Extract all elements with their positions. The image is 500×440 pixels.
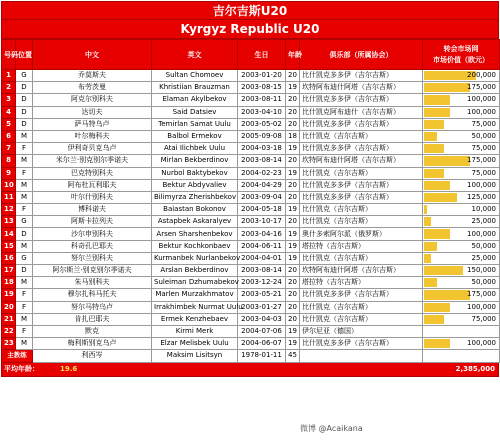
player-value [423, 313, 500, 325]
player-age: 20 [286, 191, 300, 203]
player-club: 比什凯克多多伊（吉尔吉斯） [300, 289, 423, 301]
player-value-text: 50,000 [471, 241, 496, 250]
player-club: 比什凯克多多伊（吉尔吉斯） [300, 179, 423, 191]
player-pos: M [16, 313, 33, 325]
player-value [423, 204, 500, 216]
player-pos: F [16, 204, 33, 216]
player-birth: 2003-05-21 [238, 289, 286, 301]
player-value-text: 75,000 [471, 119, 496, 128]
player-row [2, 277, 500, 289]
header-value-bottom: 市场价值（欧元） [433, 56, 489, 64]
player-pos: M [16, 277, 33, 289]
player-birth: 2005-09-08 [238, 130, 286, 142]
player-row [2, 118, 500, 130]
coach-club [300, 350, 423, 362]
player-cn: 穆尔扎科马托夫 [33, 289, 152, 301]
player-value-text: 75,000 [471, 314, 496, 323]
title-en: Kyrgyz Republic U20 [1, 20, 499, 39]
player-pos: G [16, 252, 33, 264]
player-age: 20 [286, 216, 300, 228]
player-cn: 努尔兰别科夫 [33, 252, 152, 264]
player-value [423, 216, 500, 228]
player-num: 14 [2, 228, 16, 240]
player-value [423, 155, 500, 167]
player-row [2, 240, 500, 252]
player-num: 2 [2, 82, 16, 94]
player-birth: 2003-01-20 [238, 70, 286, 82]
player-value [423, 252, 500, 264]
player-cn: 科奇孔巴耶夫 [33, 240, 152, 252]
player-num: 5 [2, 118, 16, 130]
player-birth: 2004-05-18 [238, 204, 286, 216]
avg-age-value: 19.6 [60, 364, 78, 373]
player-age: 20 [286, 289, 300, 301]
value-bar [424, 339, 450, 348]
player-value-text: 175,000 [467, 156, 496, 165]
player-value [423, 82, 500, 94]
player-value-text: 125,000 [467, 192, 496, 201]
player-age: 19 [286, 240, 300, 252]
player-row [2, 265, 500, 277]
player-row [2, 130, 500, 142]
player-club: 比什凯克（吉尔吉斯） [300, 301, 423, 313]
player-value-text: 175,000 [467, 83, 496, 92]
player-pos: D [16, 228, 33, 240]
player-birth: 2004-06-07 [238, 338, 286, 350]
player-row [2, 313, 500, 325]
player-cn: 阿克尔别科夫 [33, 94, 152, 106]
player-row [2, 289, 500, 301]
player-birth: 2003-12-24 [238, 277, 286, 289]
player-club: 伊尔尼亚（德国） [300, 325, 423, 337]
player-en: Irrakhimbek Nurmat Uulu [152, 301, 238, 313]
player-num: 9 [2, 167, 16, 179]
header-en: 英文 [152, 40, 238, 70]
player-cn: 布劳茨曼 [33, 82, 152, 94]
player-age: 20 [286, 106, 300, 118]
player-num: 1 [2, 70, 16, 82]
player-value-text: 150,000 [467, 266, 496, 275]
player-row [2, 191, 500, 203]
value-bar [424, 217, 431, 226]
player-birth: 2003-04-03 [238, 313, 286, 325]
value-bar [424, 266, 463, 275]
header-row [2, 40, 500, 70]
player-club: 奥什多索阿尔派（俄罗斯） [300, 228, 423, 240]
player-en: Mirlan Bekberdinov [152, 155, 238, 167]
player-value-text: 50,000 [471, 132, 496, 141]
player-age: 19 [286, 82, 300, 94]
player-num: 20 [2, 301, 16, 313]
player-age: 19 [286, 325, 300, 337]
summary-bar [1, 363, 499, 377]
player-club: 坎特阿布迪什阿塔（吉尔吉斯） [300, 265, 423, 277]
value-bar [424, 242, 437, 251]
player-club: 比什凯克多多伊（吉尔吉斯） [300, 338, 423, 350]
player-birth: 2003-01-27 [238, 301, 286, 313]
player-value-text: 100,000 [467, 302, 496, 311]
value-bar [424, 132, 437, 141]
player-row [2, 167, 500, 179]
player-en: Elaman Akylbekov [152, 94, 238, 106]
player-value [423, 265, 500, 277]
player-en: Atai Ilichbek Uulu [152, 143, 238, 155]
value-bar [424, 181, 450, 190]
header-value [423, 40, 500, 70]
player-pos: D [16, 106, 33, 118]
player-club: 比什凯克（吉尔吉斯） [300, 313, 423, 325]
player-age: 20 [286, 70, 300, 82]
player-birth: 2004-04-01 [238, 252, 286, 264]
player-value [423, 240, 500, 252]
avg-age-label: 平均年龄： [4, 364, 39, 373]
roster-body [2, 70, 500, 363]
player-en: Bektur Kochkonbaev [152, 240, 238, 252]
player-birth: 2004-04-29 [238, 179, 286, 191]
player-club: 坎特阿布迪什阿塔（吉尔吉斯） [300, 82, 423, 94]
player-club: 比什凯克多多伊（吉尔吉斯） [300, 70, 423, 82]
player-age: 19 [286, 228, 300, 240]
player-club: 比什凯克（吉尔吉斯） [300, 130, 423, 142]
header-num: 号码 [2, 40, 16, 70]
player-value [423, 289, 500, 301]
player-en: Arslan Bekberdinov [152, 265, 238, 277]
player-row [2, 106, 500, 118]
header-age: 年龄 [286, 40, 300, 70]
value-bar [424, 156, 470, 165]
player-en: Ermek Kenzhebaev [152, 313, 238, 325]
player-pos: D [16, 265, 33, 277]
player-age: 18 [286, 130, 300, 142]
player-value [423, 106, 500, 118]
player-num: 15 [2, 240, 16, 252]
player-value-text: 75,000 [471, 168, 496, 177]
player-pos: G [16, 216, 33, 228]
player-birth: 2003-08-15 [238, 82, 286, 94]
player-birth: 2004-07-06 [238, 325, 286, 337]
player-age: 20 [286, 301, 300, 313]
value-bar [424, 120, 444, 129]
player-en: Elzar Melisbek Uulu [152, 338, 238, 350]
player-pos: M [16, 191, 33, 203]
value-bar [424, 83, 470, 92]
player-value [423, 338, 500, 350]
squad-sheet [1, 1, 499, 377]
player-num: 3 [2, 94, 16, 106]
value-bar [424, 193, 457, 202]
player-num: 7 [2, 143, 16, 155]
player-pos: G [16, 70, 33, 82]
player-value-text: 175,000 [467, 290, 496, 299]
header-club: 俱乐部（所属协会） [300, 40, 423, 70]
player-row [2, 82, 500, 94]
player-club: 比什凯克多多伊（吉尔吉斯） [300, 118, 423, 130]
player-cn: 博科诺夫 [33, 204, 152, 216]
header-value-top: 转会市场网 [443, 45, 479, 53]
player-value [423, 179, 500, 191]
player-en: Nurbol Baktybekov [152, 167, 238, 179]
player-value [423, 130, 500, 142]
player-value [423, 94, 500, 106]
player-value [423, 118, 500, 130]
player-age: 20 [286, 118, 300, 130]
player-cn: 巴克特别科夫 [33, 167, 152, 179]
header-pos: 位置 [16, 40, 33, 70]
player-value-text: 25,000 [471, 253, 496, 262]
player-pos: D [16, 82, 33, 94]
roster-table [1, 39, 500, 363]
player-row [2, 338, 500, 350]
player-en: Astapbek Askaralyev [152, 216, 238, 228]
player-value-text: 25,000 [471, 217, 496, 226]
player-value [423, 143, 500, 155]
coach-row [2, 350, 500, 362]
player-en: Suleiman Dzhumabekov [152, 277, 238, 289]
player-age: 20 [286, 313, 300, 325]
player-age: 20 [286, 179, 300, 191]
player-pos: M [16, 155, 33, 167]
player-value-text: 200,000 [467, 71, 496, 80]
player-club: 比什凯克（吉尔吉斯） [300, 216, 423, 228]
player-num: 6 [2, 130, 16, 142]
player-cn: 叶尔梅科夫 [33, 130, 152, 142]
player-cn: 阿布杜瓦利耶夫 [33, 179, 152, 191]
player-club: 比什凯克（吉尔吉斯） [300, 252, 423, 264]
player-row [2, 179, 500, 191]
player-age: 20 [286, 155, 300, 167]
value-bar [424, 229, 450, 238]
player-en: Arsen Sharshenbekov [152, 228, 238, 240]
player-en: Said Datsiev [152, 106, 238, 118]
player-num: 12 [2, 204, 16, 216]
player-age: 19 [286, 167, 300, 179]
player-value [423, 167, 500, 179]
player-cn: 乔莫斯夫 [33, 70, 152, 82]
header-cn: 中文 [33, 40, 152, 70]
player-birth: 2003-04-16 [238, 228, 286, 240]
value-bar [424, 278, 437, 287]
player-pos: M [16, 130, 33, 142]
player-cn: 肯扎巴耶夫 [33, 313, 152, 325]
player-row [2, 143, 500, 155]
player-club: 比什凯克多多伊（吉尔吉斯） [300, 94, 423, 106]
player-row [2, 70, 500, 82]
player-num: 11 [2, 191, 16, 203]
player-en: Sultan Chomoev [152, 70, 238, 82]
player-row [2, 94, 500, 106]
total-value: 2,385,000 [455, 364, 495, 373]
player-en: Balbol Ermekov [152, 130, 238, 142]
player-birth: 2003-04-10 [238, 106, 286, 118]
player-cn: 伊利奇贝克乌卢 [33, 143, 152, 155]
value-bar [424, 303, 450, 312]
value-bar [424, 205, 427, 214]
coach-age: 45 [286, 350, 300, 362]
player-birth: 2003-08-14 [238, 155, 286, 167]
player-pos: M [16, 179, 33, 191]
player-num: 19 [2, 289, 16, 301]
player-en: Kurmanbek Nurlanbekov [152, 252, 238, 264]
player-value-text: 100,000 [467, 229, 496, 238]
player-en: Khristiian Brauzman [152, 82, 238, 94]
value-bar [424, 290, 470, 299]
player-value-text: 50,000 [471, 278, 496, 287]
player-club: 比什凯克多多伊（吉尔吉斯） [300, 191, 423, 203]
player-birth: 2003-08-14 [238, 265, 286, 277]
player-pos: D [16, 118, 33, 130]
value-bar [424, 169, 444, 178]
value-bar [424, 95, 450, 104]
player-club: 比什凯克多多伊（吉尔吉斯） [300, 143, 423, 155]
player-row [2, 204, 500, 216]
player-num: 10 [2, 179, 16, 191]
player-cn: 米尔兰·别克别尔季诺夫 [33, 155, 152, 167]
value-bar [424, 108, 450, 117]
player-value-text: 100,000 [467, 339, 496, 348]
player-pos: D [16, 94, 33, 106]
player-pos: F [16, 301, 33, 313]
player-en: Bektur Abdyvaliev [152, 179, 238, 191]
player-cn: 达切夫 [33, 106, 152, 118]
player-en: Marlen Murzakhmatov [152, 289, 238, 301]
player-en: Kirmi Merk [152, 325, 238, 337]
value-bar [424, 315, 444, 324]
player-num: 18 [2, 277, 16, 289]
player-row [2, 155, 500, 167]
watermark: 微博 @Acaikana [300, 424, 363, 433]
player-cn: 朱马别科夫 [33, 277, 152, 289]
player-en: Bilimyrza Zherishbekov [152, 191, 238, 203]
player-num: 8 [2, 155, 16, 167]
player-club: 比什凯克（吉尔吉斯） [300, 204, 423, 216]
player-age: 20 [286, 265, 300, 277]
player-age: 19 [286, 143, 300, 155]
player-age: 20 [286, 277, 300, 289]
player-num: 21 [2, 313, 16, 325]
header-birth: 生日 [238, 40, 286, 70]
player-row [2, 252, 500, 264]
player-value-text: 100,000 [467, 180, 496, 189]
player-pos: F [16, 325, 33, 337]
coach-birth: 1978-01-11 [238, 350, 286, 362]
player-pos: F [16, 289, 33, 301]
player-pos: M [16, 338, 33, 350]
player-cn: 梅利斯别克乌卢 [33, 338, 152, 350]
player-birth: 2004-02-23 [238, 167, 286, 179]
player-cn: 沙尔申别科夫 [33, 228, 152, 240]
value-bar [424, 144, 444, 153]
player-value [423, 325, 500, 337]
player-value [423, 277, 500, 289]
coach-num: 主教练 [2, 350, 33, 362]
player-cn: 阿尔斯兰·别克别尔季诺夫 [33, 265, 152, 277]
player-club: 塔拉特（吉尔吉斯） [300, 240, 423, 252]
player-birth: 2004-03-18 [238, 143, 286, 155]
player-num: 22 [2, 325, 16, 337]
player-value [423, 301, 500, 313]
player-cn: 萨马特乌卢 [33, 118, 152, 130]
player-num: 4 [2, 106, 16, 118]
player-club: 坎特阿布迪什阿塔（吉尔吉斯） [300, 155, 423, 167]
player-num: 23 [2, 338, 16, 350]
player-pos: F [16, 167, 33, 179]
player-num: 13 [2, 216, 16, 228]
player-value-text: 100,000 [467, 95, 496, 104]
player-row [2, 228, 500, 240]
player-en: Temirlan Samat Uulu [152, 118, 238, 130]
player-value-text: 75,000 [471, 144, 496, 153]
player-age: 19 [286, 204, 300, 216]
player-age: 20 [286, 94, 300, 106]
player-value [423, 70, 500, 82]
player-age: 19 [286, 252, 300, 264]
player-birth: 2004-06-11 [238, 240, 286, 252]
coach-cn: 利西岑 [33, 350, 152, 362]
player-cn: 努尔马特乌卢 [33, 301, 152, 313]
player-birth: 2003-05-02 [238, 118, 286, 130]
player-num: 16 [2, 252, 16, 264]
player-pos: F [16, 143, 33, 155]
player-birth: 2003-10-17 [238, 216, 286, 228]
player-row [2, 325, 500, 337]
player-birth: 2003-08-11 [238, 94, 286, 106]
player-birth: 2003-09-04 [238, 191, 286, 203]
coach-en: Maksim Lisitsyn [152, 350, 238, 362]
player-club: 比什凯克（吉尔吉斯） [300, 167, 423, 179]
title-cn: 吉尔吉斯U20 [1, 1, 499, 20]
player-value [423, 191, 500, 203]
player-value-text: 10,000 [471, 205, 496, 214]
player-age: 19 [286, 338, 300, 350]
player-value [423, 228, 500, 240]
player-row [2, 301, 500, 313]
player-num: 17 [2, 265, 16, 277]
player-row [2, 216, 500, 228]
player-cn: 阿斯卡拉列夫 [33, 216, 152, 228]
player-club: 塔拉特（吉尔吉斯） [300, 277, 423, 289]
player-value-text: 100,000 [467, 107, 496, 116]
value-bar [424, 254, 431, 263]
player-club: 比什凯克阿布迪什（吉尔吉斯） [300, 106, 423, 118]
player-cn: 叶尔什别科夫 [33, 191, 152, 203]
player-pos: M [16, 240, 33, 252]
player-cn: 默克 [33, 325, 152, 337]
coach-val [423, 350, 500, 362]
player-en: Baiastan Bokonov [152, 204, 238, 216]
